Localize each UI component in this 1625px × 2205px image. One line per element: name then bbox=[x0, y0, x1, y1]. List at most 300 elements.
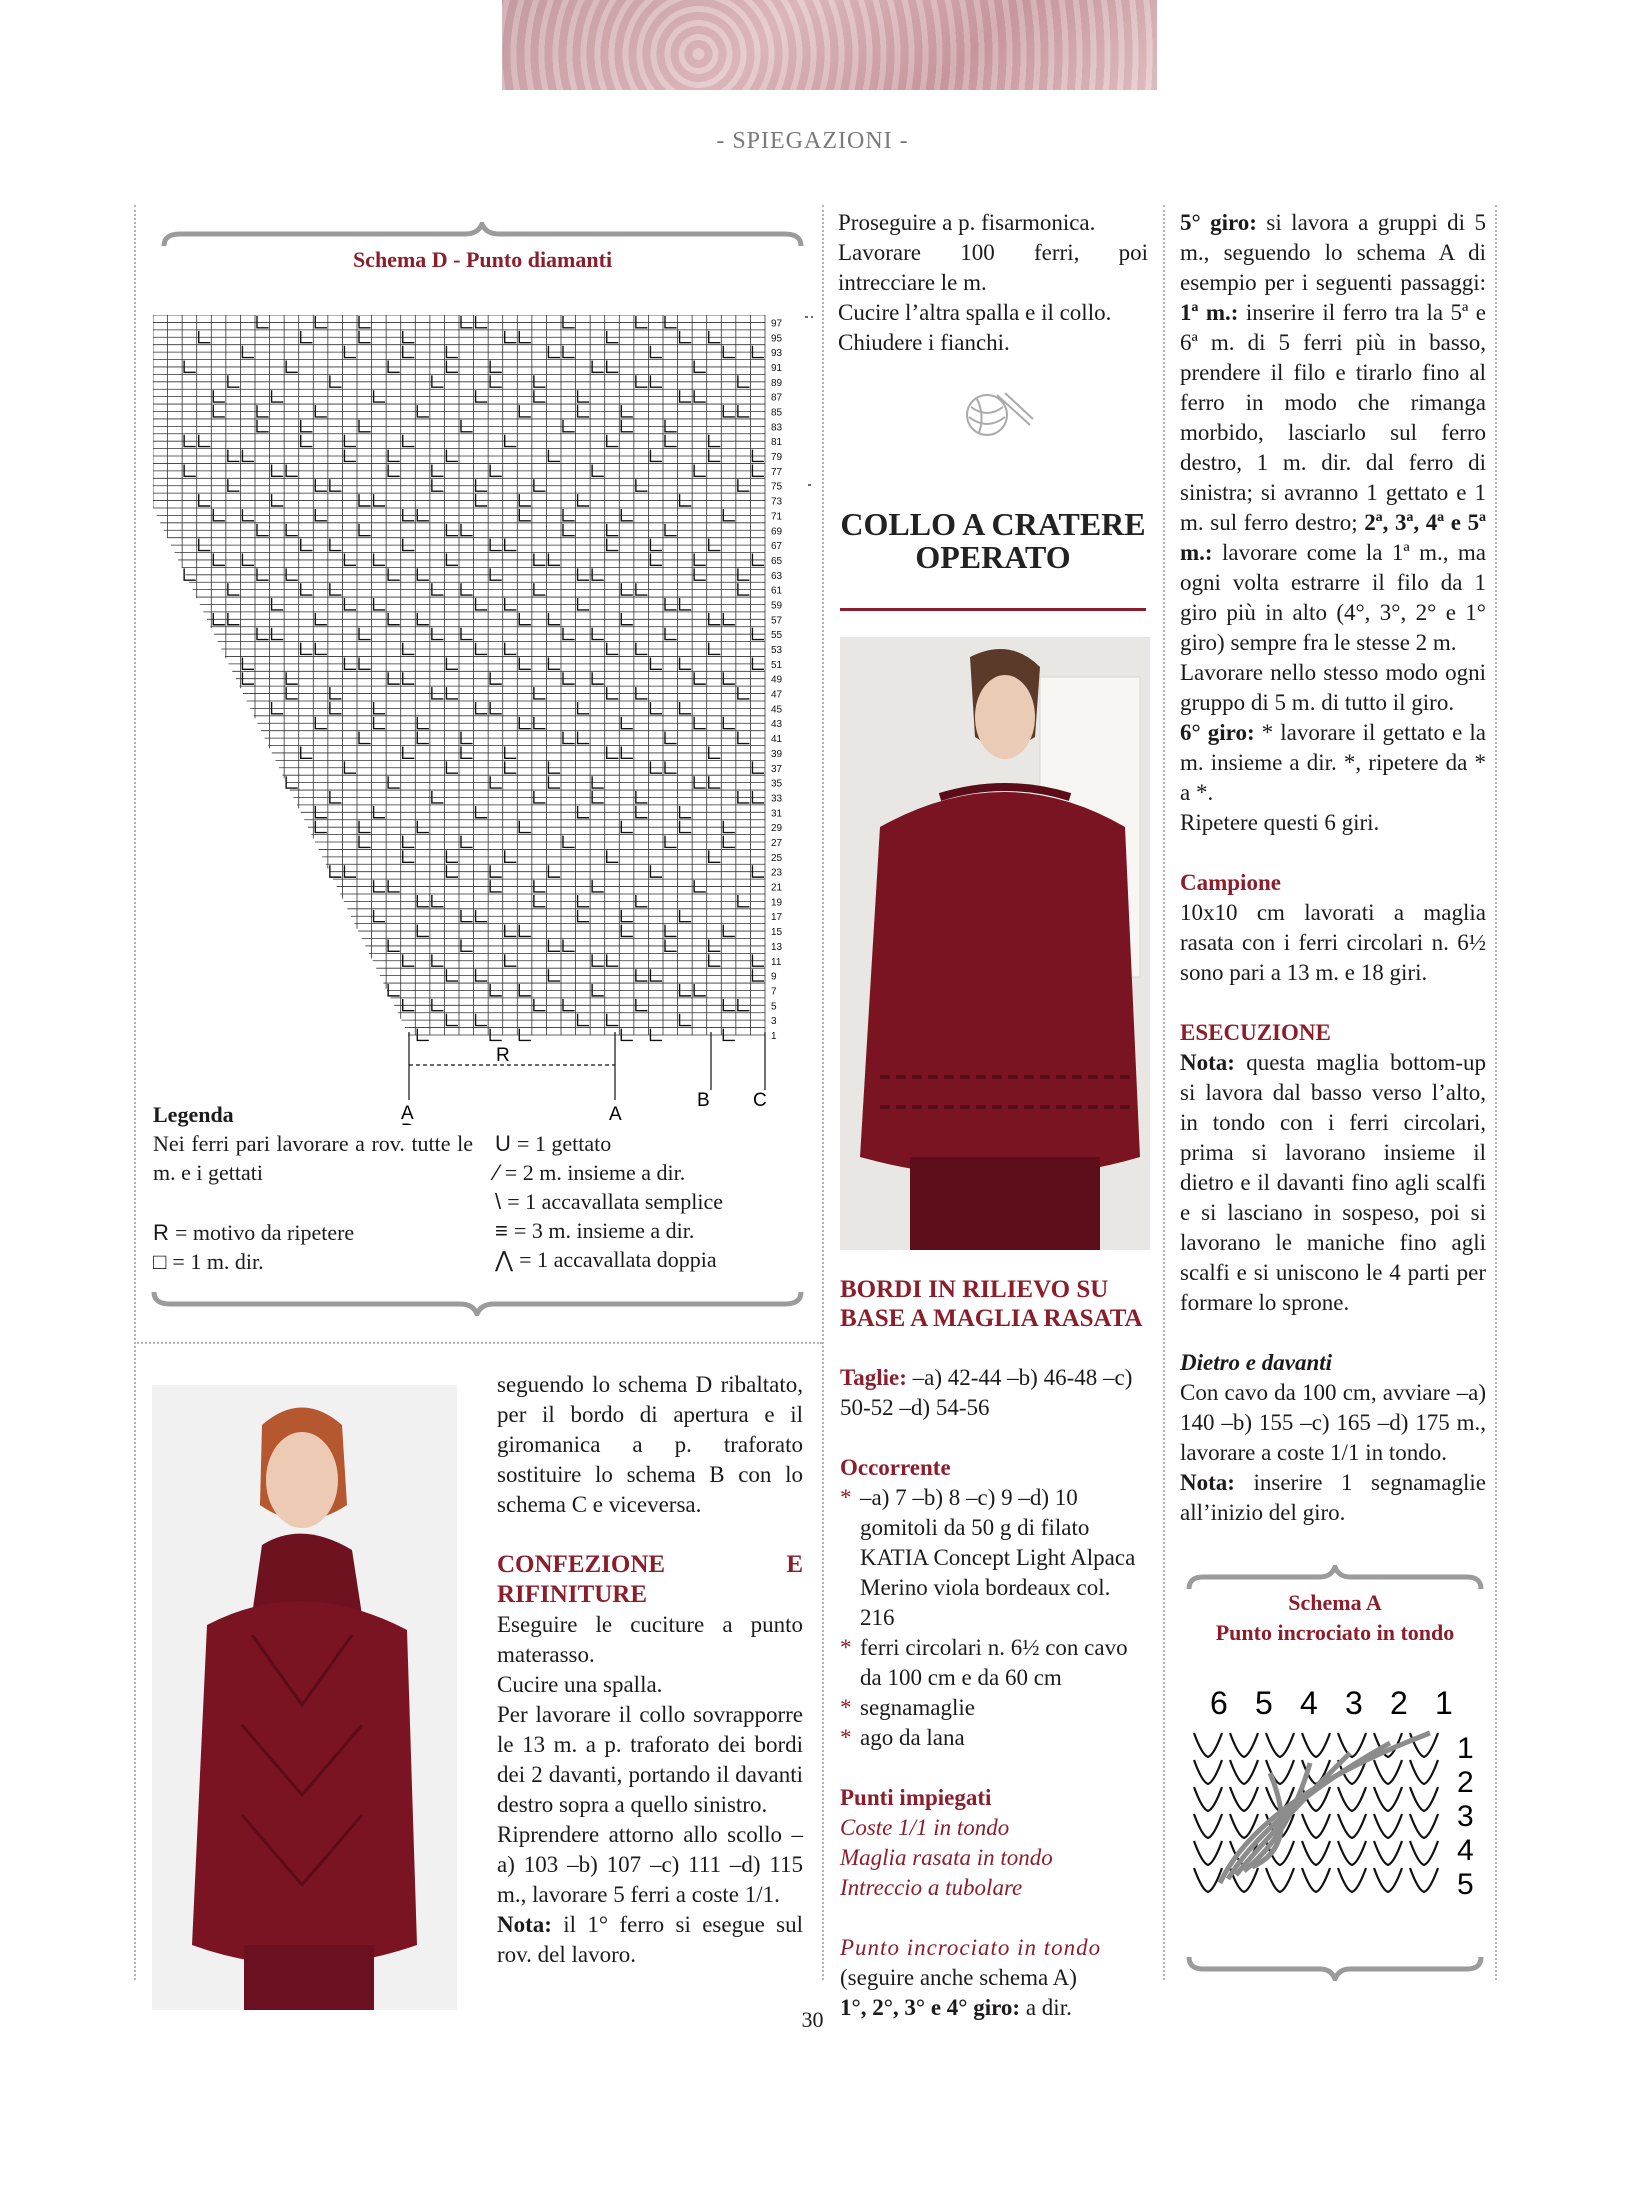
paragraph: Lavorare 100 ferri, poi intrecciare le m. bbox=[838, 240, 1148, 295]
chart-symbol bbox=[578, 1014, 590, 1026]
chart-symbol bbox=[374, 598, 386, 610]
chart-symbol bbox=[738, 687, 750, 699]
chart-symbol bbox=[723, 821, 735, 833]
chart-symbol bbox=[709, 450, 721, 462]
chart-symbol bbox=[403, 850, 415, 862]
chart-symbol bbox=[388, 984, 400, 996]
occorrente-list bbox=[840, 1483, 1150, 1753]
stitch-mark bbox=[1374, 1787, 1402, 1811]
chart-symbol bbox=[257, 316, 269, 328]
chart-symbol bbox=[344, 761, 356, 773]
chart-symbol bbox=[563, 732, 575, 744]
row-number: 67 bbox=[771, 541, 783, 553]
chart-symbol bbox=[417, 732, 429, 744]
chart-symbol bbox=[694, 776, 706, 788]
chart-symbol bbox=[301, 435, 313, 447]
chart-symbol bbox=[592, 568, 604, 580]
chart-symbol bbox=[519, 984, 531, 996]
stitch-mark bbox=[1230, 1733, 1258, 1757]
chart-symbol bbox=[752, 554, 764, 566]
legend-text: = 2 m. insieme a dir. bbox=[504, 1160, 686, 1185]
chart-symbol bbox=[374, 717, 386, 729]
chart-symbol bbox=[505, 925, 517, 937]
row-number: 1 bbox=[771, 1031, 777, 1042]
chart-symbol bbox=[738, 895, 750, 907]
bracket-bottom bbox=[1185, 1955, 1485, 1981]
chart-symbol bbox=[636, 687, 648, 699]
chart-symbol bbox=[548, 969, 560, 981]
chart-symbol bbox=[650, 865, 662, 877]
chart-symbol bbox=[680, 1014, 692, 1026]
stitch-mark bbox=[1338, 1841, 1366, 1865]
chart-symbol bbox=[388, 880, 400, 892]
chart-symbol bbox=[388, 672, 400, 684]
chart-symbol bbox=[374, 554, 386, 566]
chart-symbol bbox=[607, 687, 619, 699]
chart-symbol bbox=[694, 880, 706, 892]
paragraph: Proseguire a p. fisarmonica. bbox=[838, 210, 1096, 235]
chart-symbol bbox=[417, 925, 429, 937]
chart-symbol bbox=[315, 643, 327, 655]
confezione-text bbox=[497, 1370, 803, 1970]
stitch-mark bbox=[1338, 1733, 1366, 1757]
col4-text bbox=[1180, 208, 1486, 1528]
chart-symbol bbox=[286, 568, 298, 580]
row-number: 89 bbox=[771, 377, 783, 389]
nota-label: Nota: bbox=[1180, 1050, 1235, 1075]
schema-a-row-label: 4 bbox=[1457, 1834, 1474, 1867]
row-number: 17 bbox=[771, 912, 783, 924]
schema-a-title-1: Schema A bbox=[1288, 1590, 1382, 1615]
stitch-mark bbox=[1194, 1841, 1222, 1865]
chart-symbol bbox=[490, 776, 502, 788]
row-number: 25 bbox=[771, 852, 783, 864]
chart-symbol bbox=[446, 361, 458, 373]
chart-symbol bbox=[519, 657, 531, 669]
list-item: Coste 1/1 in tondo bbox=[840, 1815, 1010, 1840]
chart-symbol bbox=[621, 821, 633, 833]
chart-symbol bbox=[359, 420, 371, 432]
chart-symbol bbox=[476, 494, 488, 506]
legend-item bbox=[153, 1247, 473, 1276]
chart-symbol bbox=[563, 672, 575, 684]
chart-symbol bbox=[374, 910, 386, 922]
chart-symbol bbox=[490, 539, 502, 551]
chart-symbol bbox=[315, 717, 327, 729]
schema-a-col-label: 2 bbox=[1390, 1685, 1408, 1721]
chart-symbol bbox=[592, 791, 604, 803]
chart-symbol bbox=[650, 761, 662, 773]
chart-symbol bbox=[694, 568, 706, 580]
campione-heading: Campione bbox=[1180, 870, 1281, 895]
chart-symbol bbox=[476, 598, 488, 610]
chart-symbol bbox=[592, 880, 604, 892]
chart-symbol bbox=[374, 806, 386, 818]
paragraph: Cucire l’altra spalla e il collo. bbox=[838, 300, 1112, 325]
chart-symbol bbox=[709, 613, 721, 625]
chart-symbol bbox=[621, 509, 633, 521]
stitch-mark bbox=[1230, 1760, 1258, 1784]
stitch-mark bbox=[1194, 1733, 1222, 1757]
chart-symbol bbox=[344, 346, 356, 358]
chart-symbol bbox=[257, 628, 269, 640]
chart-symbol bbox=[446, 524, 458, 536]
chart-symbol bbox=[286, 464, 298, 476]
schema-a-row-label: 3 bbox=[1457, 1800, 1474, 1833]
section-title: - SPIEGAZIONI - bbox=[716, 128, 909, 154]
row-number: 45 bbox=[771, 704, 783, 716]
legend-text: = 1 m. dir. bbox=[172, 1249, 264, 1274]
marker-a: A bbox=[609, 1104, 622, 1125]
chart-symbol bbox=[607, 361, 619, 373]
chart-symbol bbox=[621, 420, 633, 432]
legend-text: = 1 accavallata semplice bbox=[507, 1189, 724, 1214]
chart-symbol bbox=[723, 405, 735, 417]
chart-symbol bbox=[723, 717, 735, 729]
chart-symbol bbox=[476, 806, 488, 818]
chart-symbol bbox=[417, 568, 429, 580]
row-number: 73 bbox=[771, 496, 783, 508]
chart-symbol bbox=[388, 450, 400, 462]
chart-symbol bbox=[723, 925, 735, 937]
chart-symbol bbox=[607, 1014, 619, 1026]
marker-b: B bbox=[697, 1090, 710, 1111]
chart-symbol bbox=[432, 375, 444, 387]
schema-a-title bbox=[1180, 1588, 1490, 1648]
row-number: 29 bbox=[771, 823, 783, 835]
chart-symbol bbox=[694, 984, 706, 996]
chart-symbol bbox=[286, 687, 298, 699]
chart-symbol bbox=[184, 361, 196, 373]
chart-symbol bbox=[461, 940, 473, 952]
chart-symbol bbox=[490, 375, 502, 387]
chart-symbol bbox=[388, 776, 400, 788]
chart-symbol bbox=[738, 568, 750, 580]
chart-symbol bbox=[344, 450, 356, 462]
chart-symbol bbox=[534, 999, 546, 1011]
row-number: 11 bbox=[771, 956, 782, 968]
chart-symbol bbox=[330, 687, 342, 699]
row-number: 97 bbox=[771, 318, 783, 330]
chart-symbol bbox=[548, 346, 560, 358]
chart-symbol bbox=[505, 850, 517, 862]
legend-symbol-icon: ⁄ bbox=[495, 1160, 505, 1185]
chart-symbol bbox=[446, 1014, 458, 1026]
chart-symbol bbox=[403, 331, 415, 343]
stitch-mark bbox=[1410, 1814, 1438, 1838]
row-number: 61 bbox=[771, 585, 783, 597]
repeat-label-bottom: R bbox=[496, 1045, 510, 1066]
stitch-mark bbox=[1230, 1787, 1258, 1811]
chart-symbol bbox=[432, 895, 444, 907]
row-number: 3 bbox=[771, 1016, 777, 1028]
chart-symbol bbox=[344, 657, 356, 669]
chart-symbol bbox=[315, 806, 327, 818]
chart-symbol bbox=[330, 583, 342, 595]
row-number: 79 bbox=[771, 452, 783, 464]
chart-symbol bbox=[272, 598, 284, 610]
row-number: 43 bbox=[771, 719, 783, 731]
chart-symbol bbox=[257, 568, 269, 580]
legend-text: = 1 accavallata doppia bbox=[519, 1247, 717, 1272]
chart-symbol bbox=[563, 999, 575, 1011]
chart-symbol bbox=[694, 390, 706, 402]
chart-symbol bbox=[286, 672, 298, 684]
chart-symbol bbox=[184, 464, 196, 476]
chart-symbol bbox=[359, 657, 371, 669]
chart-symbol bbox=[607, 539, 619, 551]
chart-symbol bbox=[563, 509, 575, 521]
chart-symbol bbox=[461, 836, 473, 848]
chart-symbol bbox=[417, 509, 429, 521]
chart-symbol bbox=[213, 405, 225, 417]
title-underline bbox=[840, 608, 1146, 611]
chart-symbol bbox=[592, 361, 604, 373]
stitch-mark bbox=[1194, 1787, 1222, 1811]
stitch-mark bbox=[1338, 1787, 1366, 1811]
paragraph: il 1° ferro si esegue sul rov. del lavoro. bbox=[497, 1912, 804, 1967]
chart-symbol bbox=[592, 776, 604, 788]
chart-symbol bbox=[272, 494, 284, 506]
chart-symbol bbox=[723, 672, 735, 684]
chart-symbol bbox=[665, 628, 677, 640]
chart-symbol bbox=[403, 954, 415, 966]
chart-symbol bbox=[272, 464, 284, 476]
stitch-mark bbox=[1302, 1841, 1330, 1865]
chart-symbol bbox=[228, 375, 240, 387]
chart-symbol bbox=[490, 1029, 502, 1041]
schema-a-row-label: 2 bbox=[1457, 1766, 1474, 1799]
chart-symbol bbox=[490, 880, 502, 892]
chart-symbol bbox=[548, 613, 560, 625]
list-item: Intreccio a tubolare bbox=[840, 1875, 1023, 1900]
column-rule bbox=[134, 205, 136, 1980]
paragraph: questa maglia bottom-up si lavora dal basso verso l’alto, in tondo con i ferri circolari, prima si lavorano insieme il dietro e il davanti fino agli scalfi e si lasciano in sospeso, poi si lavorano le maniche fino agli scalfi e si uniscono le 4 parti per formare lo sprone. bbox=[1180, 1050, 1486, 1315]
m1-label: 1ª m.: bbox=[1180, 300, 1239, 325]
chart-symbol bbox=[272, 702, 284, 714]
taglie-label: Taglie: bbox=[840, 1365, 907, 1390]
chart-symbol bbox=[592, 672, 604, 684]
chart-symbol bbox=[242, 450, 254, 462]
legend-item bbox=[495, 1187, 815, 1216]
chart-symbol bbox=[650, 702, 662, 714]
chart-symbol bbox=[199, 494, 211, 506]
row-number: 81 bbox=[771, 437, 783, 449]
row-number: 93 bbox=[771, 348, 783, 360]
chart-symbol bbox=[694, 554, 706, 566]
chart-symbol bbox=[694, 361, 706, 373]
chart-symbol bbox=[199, 331, 211, 343]
chart-symbol bbox=[446, 865, 458, 877]
stitch-mark bbox=[1194, 1814, 1222, 1838]
chart-symbol bbox=[636, 583, 648, 595]
chart-symbol bbox=[636, 375, 648, 387]
chart-symbol bbox=[650, 657, 662, 669]
chart-symbol bbox=[432, 954, 444, 966]
row-number: 65 bbox=[771, 555, 783, 567]
chart-symbol bbox=[257, 405, 269, 417]
schema-d-chart bbox=[153, 315, 813, 1130]
chart-symbol bbox=[388, 464, 400, 476]
legend-title: Legenda bbox=[153, 1102, 234, 1127]
chart-symbol bbox=[476, 390, 488, 402]
chart-symbol bbox=[490, 464, 502, 476]
chart-symbol bbox=[344, 435, 356, 447]
chart-symbol bbox=[709, 954, 721, 966]
chart-symbol bbox=[446, 687, 458, 699]
chart-symbol bbox=[272, 390, 284, 402]
chart-symbol bbox=[446, 657, 458, 669]
row-number: 95 bbox=[771, 333, 783, 345]
chart-symbol bbox=[403, 509, 415, 521]
chart-symbol bbox=[621, 717, 633, 729]
stitch-mark bbox=[1194, 1760, 1222, 1784]
project-subtitle: BORDI IN RILIEVO SU BASE A MAGLIA RASATA bbox=[840, 1276, 1143, 1332]
chart-symbol bbox=[548, 761, 560, 773]
chart-symbol bbox=[228, 479, 240, 491]
row-number: 31 bbox=[771, 808, 783, 820]
chart-symbol bbox=[709, 747, 721, 759]
chart-symbol bbox=[723, 999, 735, 1011]
col3-main-text bbox=[840, 1275, 1150, 2023]
row-number: 21 bbox=[771, 882, 783, 894]
chart-symbol bbox=[359, 732, 371, 744]
row-number: 39 bbox=[771, 748, 783, 760]
chart-symbol bbox=[548, 450, 560, 462]
chart-symbol bbox=[650, 375, 662, 387]
column-rule bbox=[822, 205, 824, 1980]
chart-symbol bbox=[563, 628, 575, 640]
row-number: 15 bbox=[771, 927, 783, 939]
row-number: 69 bbox=[771, 526, 783, 538]
chart-symbol bbox=[315, 479, 327, 491]
paragraph: * lavorare il gettato e la m. insieme a dir. *, ripetere da * a *. bbox=[1180, 720, 1486, 805]
nota-label: Nota: bbox=[497, 1912, 552, 1937]
chart-symbol bbox=[330, 865, 342, 877]
chart-symbol bbox=[607, 331, 619, 343]
chart-symbol bbox=[680, 910, 692, 922]
chart-symbol bbox=[403, 346, 415, 358]
yarn-swatch-photo bbox=[502, 0, 1157, 90]
chart-symbol bbox=[578, 732, 590, 744]
chart-symbol bbox=[461, 747, 473, 759]
chart-symbol bbox=[752, 450, 764, 462]
chart-symbol bbox=[738, 791, 750, 803]
stitch-mark bbox=[1302, 1733, 1330, 1757]
chart-symbol bbox=[607, 643, 619, 655]
stitch-mark bbox=[1338, 1868, 1366, 1892]
chart-symbol bbox=[330, 479, 342, 491]
incrociato-note: (seguire anche schema A) bbox=[840, 1965, 1077, 1990]
chart-symbol bbox=[534, 687, 546, 699]
row-number: 63 bbox=[771, 570, 783, 582]
esecuzione-heading: ESECUZIONE bbox=[1180, 1020, 1331, 1045]
chart-symbol bbox=[403, 539, 415, 551]
chart-symbol bbox=[650, 969, 662, 981]
paragraph: Riprendere attorno allo scollo –a) 103 –b) 107 –c) 111 –d) 115 m., lavorare 5 ferri a coste 1/1. bbox=[497, 1822, 803, 1907]
chart-symbol bbox=[534, 479, 546, 491]
chart-symbol bbox=[752, 954, 764, 966]
chart-symbol bbox=[548, 940, 560, 952]
schema-a-row-label: 5 bbox=[1457, 1868, 1474, 1898]
chart-symbol bbox=[490, 361, 502, 373]
stitch-mark bbox=[1194, 1868, 1222, 1892]
chart-symbol bbox=[680, 331, 692, 343]
row-number: 23 bbox=[771, 867, 783, 879]
legend-symbol-icon: □ bbox=[153, 1249, 173, 1274]
row-number: 37 bbox=[771, 763, 783, 775]
chart-symbol bbox=[476, 969, 488, 981]
chart-symbol bbox=[461, 420, 473, 432]
chart-symbol bbox=[694, 717, 706, 729]
stitch-mark bbox=[1302, 1868, 1330, 1892]
chart-symbol bbox=[519, 509, 531, 521]
chart-symbol bbox=[752, 761, 764, 773]
row-number: 91 bbox=[771, 362, 783, 374]
chart-symbol bbox=[446, 346, 458, 358]
legend-item bbox=[495, 1129, 815, 1158]
chart-symbol bbox=[607, 524, 619, 536]
chart-symbol bbox=[344, 865, 356, 877]
chart-symbol bbox=[578, 405, 590, 417]
row-number: 51 bbox=[771, 659, 783, 671]
legend-symbol-icon: ≡ bbox=[495, 1218, 514, 1243]
stitch-mark bbox=[1266, 1733, 1294, 1757]
punti-heading: Punti impiegati bbox=[840, 1785, 992, 1810]
stitch-mark bbox=[1410, 1760, 1438, 1784]
chart-symbol bbox=[461, 910, 473, 922]
chart-symbol bbox=[563, 524, 575, 536]
chart-symbol bbox=[359, 331, 371, 343]
chart-symbol bbox=[534, 895, 546, 907]
legend-text: = 1 gettato bbox=[517, 1131, 612, 1156]
chart-symbol bbox=[636, 895, 648, 907]
chart-symbol bbox=[578, 598, 590, 610]
project-title: COLLO A CRATERE OPERATO bbox=[840, 506, 1146, 575]
chart-symbol bbox=[315, 316, 327, 328]
chart-symbol bbox=[680, 702, 692, 714]
chart-symbol bbox=[738, 732, 750, 744]
chart-symbol bbox=[752, 865, 764, 877]
chart-symbol bbox=[519, 331, 531, 343]
paragraph: seguendo lo schema D ribaltato, per il bordo di apertura e il giromanica a p. traforato sostituire lo schema B con lo schema C e viceversa. bbox=[497, 1372, 803, 1517]
chart-symbol bbox=[403, 747, 415, 759]
chart-symbol bbox=[403, 672, 415, 684]
schema-a-chart bbox=[1180, 1678, 1490, 1898]
chart-symbol bbox=[242, 657, 254, 669]
chart-symbol bbox=[432, 583, 444, 595]
chart-symbol bbox=[650, 554, 662, 566]
chart-symbol bbox=[665, 420, 677, 432]
chart-symbol bbox=[752, 969, 764, 981]
paragraph: inserire il ferro tra la 5ª e 6ª m. di 5 ferri più in basso, prendere il filo e tirarlo fino al ferro in modo che rimanga morbido, lasciarlo sul ferro destro, 1 m. dir. dal ferro di sinistra; si avranno 1 gettato e 1 m. sul ferro destro; bbox=[1180, 300, 1487, 535]
chart-symbol bbox=[315, 613, 327, 625]
chart-symbol bbox=[563, 420, 575, 432]
giro6-label: 6° giro: bbox=[1180, 720, 1255, 745]
chart-symbol bbox=[709, 643, 721, 655]
chart-symbol bbox=[446, 554, 458, 566]
chart-symbol bbox=[650, 450, 662, 462]
legend-symbol-icon: R bbox=[153, 1220, 175, 1245]
chart-symbol bbox=[694, 672, 706, 684]
chart-symbol bbox=[665, 524, 677, 536]
chart-symbol bbox=[621, 925, 633, 937]
schema-a-col-label: 6 bbox=[1210, 1685, 1228, 1721]
stitch-mark bbox=[1410, 1868, 1438, 1892]
chart-symbol bbox=[578, 568, 590, 580]
chart-symbol bbox=[578, 494, 590, 506]
chart-symbol bbox=[257, 524, 269, 536]
